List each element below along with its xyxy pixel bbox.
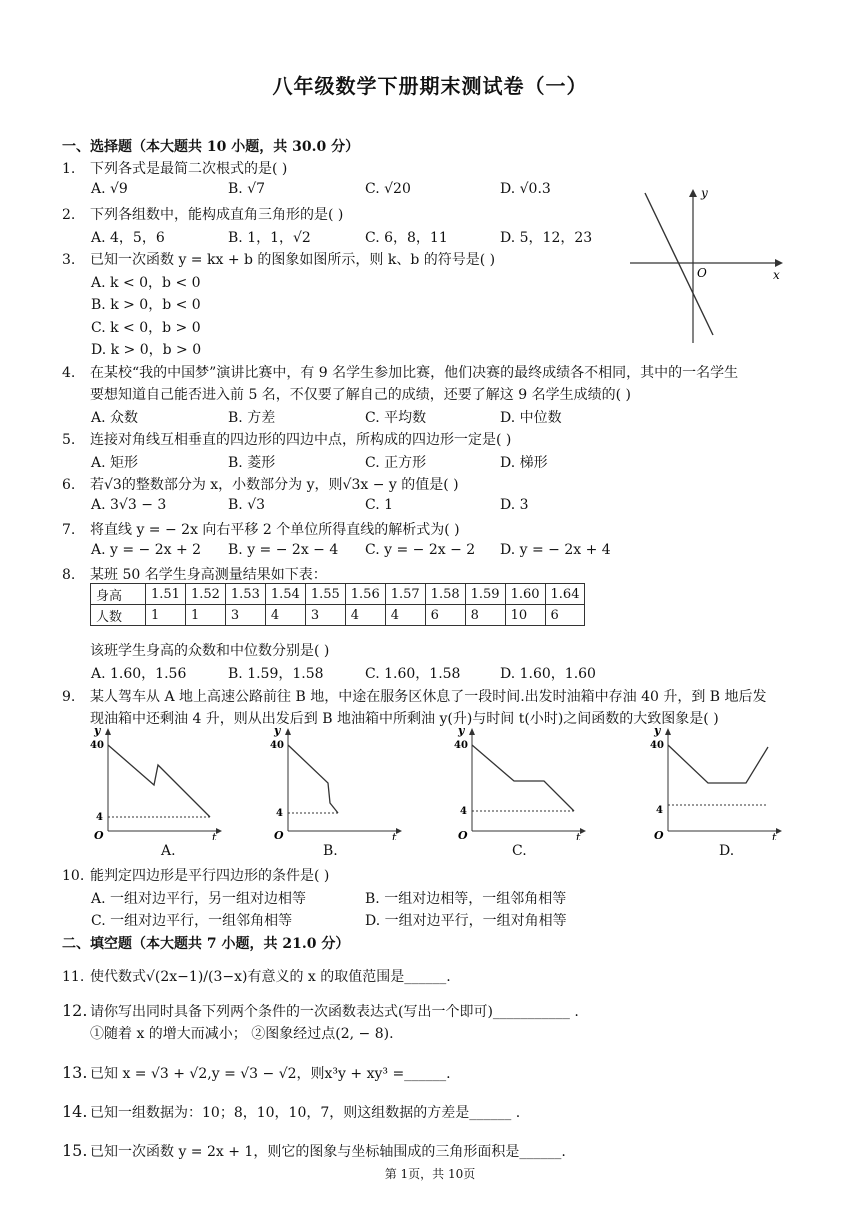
q9-option-a: A.	[161, 843, 176, 859]
q4-option-a: A. 众数	[91, 410, 139, 426]
q2-option-c: C. 6，8，11	[365, 230, 448, 246]
question-13: 13. 已知 x = √3 + √2,y = √3 − √2，则x³y + xy³ =______.	[62, 1063, 451, 1082]
table-cell: 10	[505, 605, 545, 626]
q5-option-d: D. 梯形	[500, 455, 548, 471]
q7-option-d: D. y = − 2x + 4	[500, 542, 611, 558]
q6-option-c: C. 1	[365, 497, 394, 513]
question-6: 6. 若√3的整数部分为 x，小数部分为 y，则√3x − y 的值是( )	[62, 477, 459, 493]
q1-option-c: C. √20	[365, 181, 411, 197]
table-cell: 4	[345, 605, 385, 626]
graph-d-t-label: t	[772, 831, 777, 840]
q1-option-b: B. √7	[228, 181, 266, 197]
q7-option-a: A. y = − 2x + 2	[91, 542, 202, 558]
q3-linear-graph	[625, 185, 790, 345]
table-cell: 1.57	[385, 584, 425, 605]
q9-graph-b	[268, 725, 403, 840]
table-cell: 1.53	[225, 584, 265, 605]
graph-b-40-label: 40	[270, 740, 284, 751]
graph-d-40-label: 40	[650, 740, 664, 751]
graph-a-y-label: y	[94, 725, 101, 737]
graph-a-4-label: 4	[96, 812, 103, 823]
q3-option-a: A. k < 0，b < 0	[91, 275, 201, 291]
table-cell: 1.52	[185, 584, 225, 605]
q8-option-d: D. 1.60，1.60	[500, 666, 596, 682]
q2-option-b: B. 1，1，√2	[228, 230, 311, 246]
table-cell: 1.51	[146, 584, 186, 605]
q10-option-c: C. 一组对边平行，一组邻角相等	[91, 913, 293, 929]
graph-c-t-label: t	[576, 831, 581, 840]
graph-d-4-label: 4	[656, 805, 663, 816]
q3-option-b: B. k > 0，b < 0	[91, 297, 201, 313]
question-11: 11. 使代数式√(2x−1)/(3−x)有意义的 x 的取值范围是______.	[62, 969, 451, 985]
q9-graph-c	[452, 725, 587, 840]
table-cell: 3	[305, 605, 345, 626]
q9-graph-a	[88, 725, 223, 840]
q3-option-d: D. k > 0，b > 0	[91, 342, 202, 358]
question-4-line2: 要想知道自己能否进入前 5 名，不仅要了解自己的成绩，还要了解这 9 名学生成绩的( )	[90, 387, 631, 403]
graph-c-40-label: 40	[454, 740, 468, 751]
question-12: 12. 请你写出同时具备下列两个条件的一次函数表达式(写出一个即可)___________ .	[62, 1001, 579, 1020]
q1-option-d: D. √0.3	[500, 181, 551, 197]
q3-option-c: C. k < 0，b > 0	[91, 320, 201, 336]
q4-option-d: D. 中位数	[500, 410, 562, 426]
question-12-line2: ①随着 x 的增大而减小； ②图象经过点(2, − 8).	[90, 1026, 394, 1042]
page-title: 八年级数学下册期末测试卷（一）	[272, 74, 588, 98]
table-cell: 4	[265, 605, 305, 626]
table-cell: 1.54	[265, 584, 305, 605]
table-cell: 1.56	[345, 584, 385, 605]
question-8: 8. 某班 50 名学生身高测量结果如下表：	[62, 567, 327, 583]
table-cell: 1	[185, 605, 225, 626]
q7-option-c: C. y = − 2x − 2	[365, 542, 476, 558]
q1-option-a: A. √9	[91, 181, 128, 197]
graph-c-4-label: 4	[460, 806, 467, 817]
page-footer: 第 1页，共 10页	[384, 1167, 476, 1181]
q6-option-d: D. 3	[500, 497, 529, 513]
question-3: 3. 已知一次函数 y = kx + b 的图象如图所示，则 k、b 的符号是( )	[62, 252, 496, 268]
q4-option-b: B. 方差	[228, 410, 276, 426]
q5-option-a: A. 矩形	[91, 455, 139, 471]
section-fill-header: 二、填空题（本大题共 7 小题，共 21.0 分）	[62, 936, 350, 952]
table-cell: 1.58	[425, 584, 465, 605]
table-cell: 1.64	[545, 584, 585, 605]
graph-d-origin-label: O	[654, 829, 664, 840]
q3-y-axis-label: y	[701, 186, 708, 200]
table-cell: 身高	[91, 584, 146, 605]
graph-a-origin-label: O	[94, 829, 104, 840]
q5-option-c: C. 正方形	[365, 455, 427, 471]
question-8-line2: 该班学生身高的众数和中位数分别是( )	[90, 643, 330, 659]
q3-x-axis-label: x	[773, 268, 780, 282]
table-cell: 3	[225, 605, 265, 626]
q10-option-d: D. 一组对边平行，一组对角相等	[365, 913, 567, 929]
q2-option-a: A. 4，5，6	[91, 230, 165, 246]
q9-graph-d	[648, 725, 783, 840]
section-choice-header: 一、选择题（本大题共 10 小题，共 30.0 分）	[62, 139, 360, 155]
question-7: 7. 将直线 y = − 2x 向右平移 2 个单位所得直线的解析式为( )	[62, 522, 460, 538]
q6-option-a: A. 3√3 − 3	[91, 497, 167, 513]
question-5: 5. 连接对角线互相垂直的四边形的四边中点，所构成的四边形一定是( )	[62, 432, 512, 448]
graph-a-40-label: 40	[90, 740, 104, 751]
q8-option-b: B. 1.59，1.58	[228, 666, 324, 682]
graph-b-4-label: 4	[276, 808, 283, 819]
table-row	[91, 605, 585, 626]
table-cell: 6	[545, 605, 585, 626]
table-cell: 人数	[91, 605, 146, 626]
question-1: 1. 下列各式是最简二次根式的是( )	[62, 161, 288, 177]
q4-option-c: C. 平均数	[365, 410, 427, 426]
table-cell: 1.55	[305, 584, 345, 605]
question-2: 2. 下列各组数中，能构成直角三角形的是( )	[62, 207, 344, 223]
graph-c-origin-label: O	[458, 829, 468, 840]
q5-option-b: B. 菱形	[228, 455, 276, 471]
graph-b-y-label: y	[274, 725, 281, 737]
table-cell: 1.59	[465, 584, 505, 605]
table-cell: 6	[425, 605, 465, 626]
graph-a-t-label: t	[212, 831, 217, 840]
question-10: 10. 能判定四边形是平行四边形的条件是( )	[62, 868, 330, 884]
q9-option-b: B.	[323, 843, 338, 859]
table-cell: 1	[146, 605, 186, 626]
q8-option-a: A. 1.60，1.56	[91, 666, 187, 682]
q6-option-b: B. √3	[228, 497, 266, 513]
table-cell: 4	[385, 605, 425, 626]
graph-b-origin-label: O	[274, 829, 284, 840]
height-table	[90, 583, 585, 626]
question-15: 15. 已知一次函数 y = 2x + 1，则它的图象与坐标轴围成的三角形面积是______.	[62, 1141, 566, 1160]
question-9-line2: 现油箱中还剩油 4 升，则从出发后到 B 地油箱中所剩油 y(升)与时间 t(小时)之间函数的大致图象是( )	[90, 711, 719, 727]
q3-origin-label: O	[697, 266, 707, 280]
graph-c-y-label: y	[458, 725, 465, 737]
q7-option-b: B. y = − 2x − 4	[228, 542, 339, 558]
q9-option-d: D.	[719, 843, 735, 859]
q8-option-c: C. 1.60，1.58	[365, 666, 461, 682]
table-row	[91, 584, 585, 605]
q9-option-c: C.	[512, 843, 527, 859]
question-4: 4. 在某校“我的中国梦”演讲比赛中，有 9 名学生参加比赛，他们决赛的最终成绩各不相同，其中的一名学生	[62, 365, 739, 381]
graph-b-t-label: t	[392, 831, 397, 840]
q10-option-a: A. 一组对边平行，另一组对边相等	[91, 891, 307, 907]
question-9: 9. 某人驾车从 A 地上高速公路前往 B 地，中途在服务区休息了一段时间.出发时油箱中存油 40 升，到 B 地后发	[62, 689, 767, 705]
graph-d-y-label: y	[654, 725, 661, 737]
q10-option-b: B. 一组对边相等，一组邻角相等	[365, 891, 567, 907]
question-14: 14. 已知一组数据为：10；8，10，10，7，则这组数据的方差是______ .	[62, 1102, 521, 1121]
table-cell: 8	[465, 605, 505, 626]
table-cell: 1.60	[505, 584, 545, 605]
q2-option-d: D. 5，12，23	[500, 230, 593, 246]
